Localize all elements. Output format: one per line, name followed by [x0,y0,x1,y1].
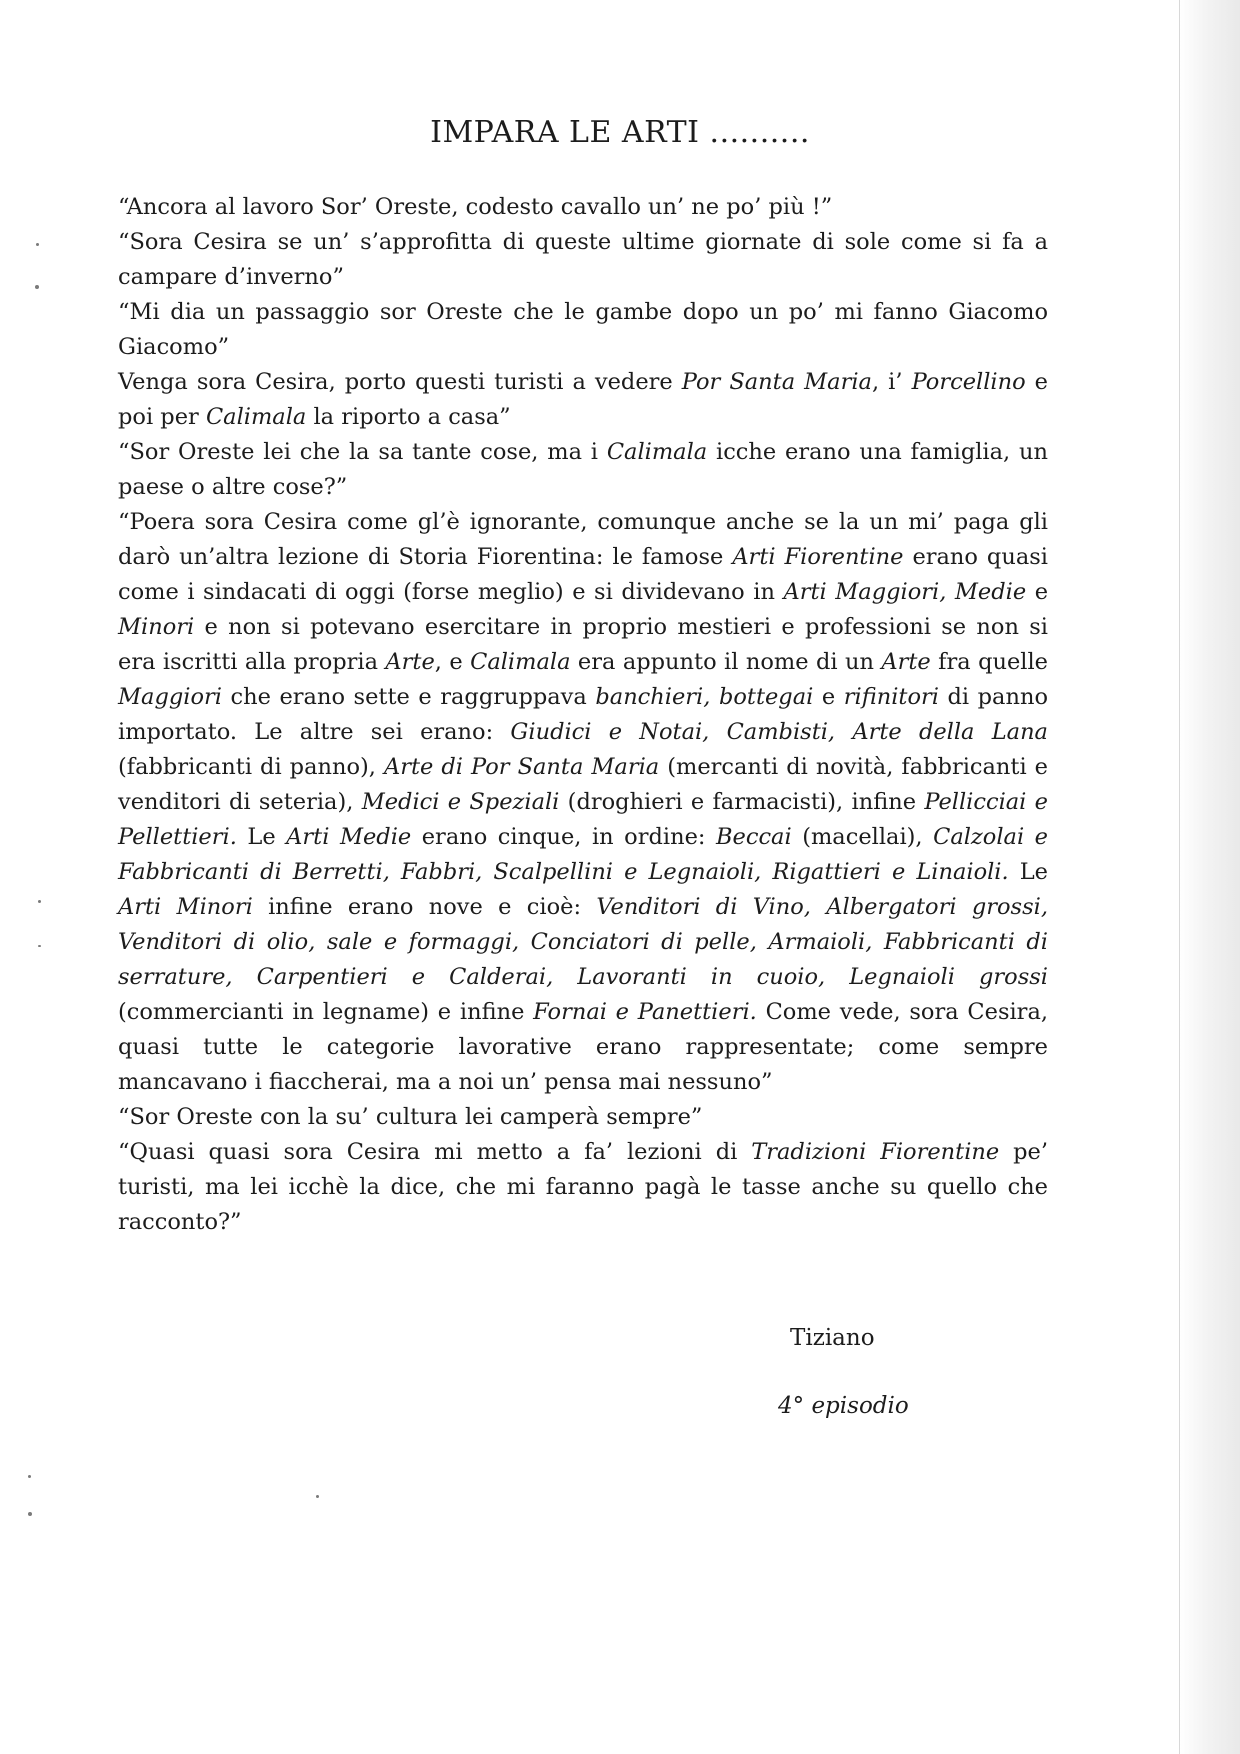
italic-run: Calimala [606,439,708,465]
story-paragraph [118,505,1048,1100]
text-run: (commercianti in legname) e infine [118,999,534,1025]
text-run: “Sor Oreste lei che la sa tante cose, ma i [118,439,607,465]
text-run: pe’ turisti, ma lei icchè la dice, che mi faranno pagà le tasse anche su quello che racconto?” [118,1139,1049,1235]
text-run: e [813,684,844,710]
text-run: di panno importato. Le altre sei erano: [118,684,1048,745]
italic-run: Arti Fiorentine [732,544,904,570]
episode-label: 4° episodio [778,1393,909,1419]
italic-run: Beccai [716,824,792,850]
text-run: infine erano nove e cioè: [252,894,597,920]
text-run: (droghieri e farmacisti), infine [559,789,925,815]
text-run: “Mi dia un passaggio sor Oreste che le gambe dopo un po’ mi fanno Giacomo Giacomo” [118,299,1048,360]
text-run: Le [1008,859,1048,885]
scan-speck [28,1512,32,1516]
text-run: era appunto il nome di un [570,649,882,675]
text-run: erano quasi come i sindacati di oggi (forse meglio) e si dividevano in [118,544,1048,605]
page-title: IMPARA LE ARTI .......... [430,115,810,150]
scan-speck [35,285,39,289]
italic-run: Por Santa Maria [681,369,872,395]
scan-speck [38,945,41,947]
text-run: la riporto a casa” [306,404,511,430]
italic-run: Arti Medie [286,824,412,850]
text-run: “Poera sora Cesira come gl’è ignorante, comunque anche se la un mi’ paga gli darò un’altra lezione di Storia Fiorentina: le famose [118,509,1048,570]
scan-speck [38,900,41,903]
italic-run: Arte di Por Santa Maria [384,754,660,780]
text-run: e poi per [118,369,1048,430]
text-run: fra quelle [930,649,1048,675]
story-paragraph [118,435,1048,505]
scan-speck [36,243,39,246]
italic-run: Porcellino [911,369,1026,395]
story-paragraph [118,190,1048,225]
italic-run: Minori [118,614,195,640]
italic-run: Pellicciai e Pellettieri. [118,789,1048,850]
italic-run: Calimala [205,404,307,430]
text-run: Venga sora Cesira, porto questi turisti a vedere [118,369,682,395]
text-run: , e [434,649,471,675]
text-run: e non si potevano esercitare in proprio mestieri e professioni se non si era iscritti alla propria [118,614,1048,675]
scan-speck [28,1475,31,1478]
text-run: (fabbricanti di panno), [118,754,384,780]
text-run: Le [236,824,287,850]
italic-run: Arte [385,649,435,675]
italic-run: Arti Minori [118,894,253,920]
italic-run: Arti Maggiori, Medie [783,579,1027,605]
text-run: che erano sette e raggruppava [221,684,596,710]
italic-run: Maggiori [118,684,222,710]
text-run: Come vede, sora Cesira, quasi tutte le categorie lavorative erano rappresentate; come sempre mancavano i fiaccherai, ma a noi un’ pensa mai nessuno” [118,999,1049,1095]
text-run: “Sora Cesira se un’ s’approfitta di queste ultime giornate di sole come si fa a campare d’inverno” [118,229,1048,290]
text-run: (macellai), [791,824,934,850]
story-paragraph [118,295,1048,365]
italic-run: Medici e Speziali [361,789,560,815]
italic-run: Tradizioni Fiorentine [751,1139,1000,1165]
text-run: erano cinque, in ordine: [411,824,716,850]
story-paragraph [118,1100,1048,1135]
story-paragraph [118,1135,1048,1240]
italic-run: Arte [881,649,931,675]
text-run: “Quasi quasi sora Cesira mi metto a fa’ lezioni di [118,1139,752,1165]
story-body [118,190,1048,1240]
text-run: “Ancora al lavoro Sor’ Oreste, codesto cavallo un’ ne po’ più !” [118,194,833,220]
italic-run: Venditori di Vino, Albergatori grossi, Venditori di olio, sale e formaggi, Conciatori di pelle, Armaioli, Fabbricanti di serrature, Carpentieri e Calderai, Lavoranti in cuoio, Legnaioli grossi [118,894,1048,990]
italic-run: Giudici e Notai, Cambisti, Arte della Lana [510,719,1048,745]
italic-run: banchieri, bottegai [595,684,814,710]
scan-speck [316,1495,319,1498]
italic-run: Calimala [470,649,571,675]
scan-edge-shadow [1180,0,1240,1754]
text-run: “Sor Oreste con la su’ cultura lei camperà sempre” [118,1104,703,1130]
story-paragraph [118,365,1048,435]
italic-run: rifinitori [843,684,939,710]
text-run: e [1026,579,1049,605]
text-run: (mercanti di novità, fabbricanti e venditori di seteria), [118,754,1048,815]
italic-run: Fornai e Panettieri. [533,999,757,1025]
story-paragraph [118,225,1048,295]
author-signature: Tiziano [790,1325,875,1351]
text-run: icche erano una famiglia, un paese o altre cose?” [118,439,1048,500]
text-run: , i’ [871,369,912,395]
italic-run: Calzolai e Fabbricanti di Berretti, Fabbri, Scalpellini e Legnaioli, Rigattieri e Linaioli. [118,824,1048,885]
